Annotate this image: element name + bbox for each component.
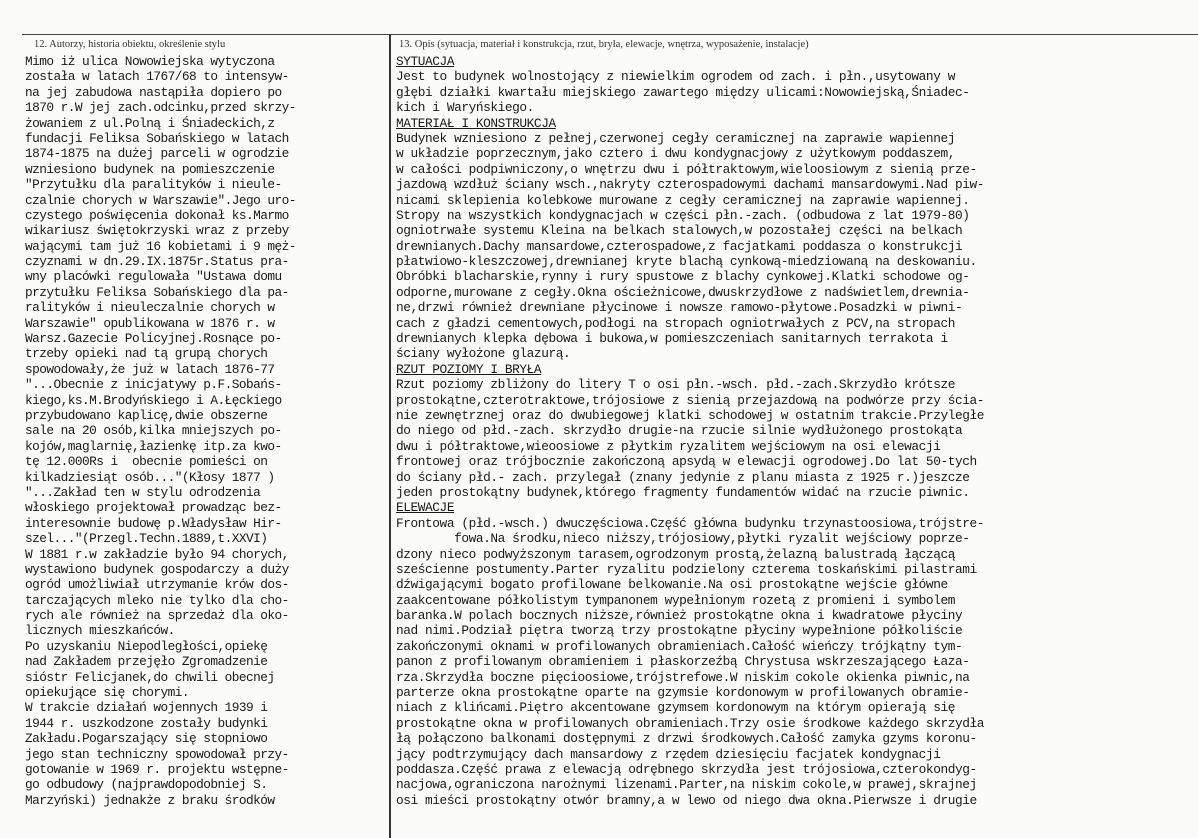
history-text-line: czyznami w dn.29.IX.1875r.Status pra- (25, 254, 289, 270)
description-text-line: zaakcentowane półkolistym tympanonem wypełnionym rozetą z promieni i symbolem (396, 592, 955, 608)
section-heading: MATERIAŁ I KONSTRUKCJA (396, 115, 556, 131)
history-text-line: gotowanie w 1969 r. projektu wstępne- (25, 761, 289, 777)
description-text-line: parterze okna prostokątne oparte na gzymsie kordonowym w profilowanych obramie- (396, 685, 970, 701)
history-text-line: 1944 r. uszkodzone zostały budynki (25, 715, 268, 731)
description-text-line: Obróbki blacharskie,rynny i rury spustowe z blachy cynkowej.Klatki schodowe og- (396, 269, 970, 285)
description-text-line: osi mieści prostokątny otwór bramny,a w lewo od niego dwa okna.Pierwsze i drugie (396, 792, 977, 808)
description-text-line: panon z profilowanym obramieniem i płaskorzeźbą Chrystusa wskrzeszającego Łaza- (396, 654, 970, 670)
description-text-line: drewnianych.Dachy mansardowe,czterospadowe,z facjatkami poddasza o konstrukcji (396, 238, 963, 254)
description-text-line: jazdową wzdłuż ściany wsch.,nakryty czterospadowymi dachami mansardowymi.Nad piw- (396, 177, 985, 193)
description-text-line: poddasza.Część prawa z elewacją odrębnego skrzydła jest trójosiowa,czterokondyg- (396, 761, 977, 777)
history-text-line: trzeby opieki nad tą grupą chorych (25, 346, 268, 362)
history-text-line: Mimo iż ulica Nowowiejska wytyczona (25, 54, 275, 69)
section-heading: ELEWACJE (396, 500, 455, 516)
description-text-line: nie zewnętrznej oraz do dwubiegowej klatki schodowej w ostatnim trakcie.Przyległe (396, 407, 985, 423)
history-text-line: wystawiono budynek gospodarczy a duży (25, 561, 289, 577)
description-text-line: do niego od płd.-zach. skrzydło drugie-na rzucie silnie wydłużonego prostokąta (396, 423, 963, 439)
description-text-line: ogniotrwałe systemu Kleina na belkach stalowych,w pozostałej części na belkach (396, 223, 963, 239)
field-12-title: 12. Autorzy, historia obiektu, określenie stylu (34, 39, 226, 50)
description-text-line: baranka.W polach bocznych niższe,również prostokątne okna i kwadratowe płyciny (396, 608, 963, 624)
description-text-line: frontowej oraz trójbocznie zakończoną apsydą w elewacji ogrodowej.Do lat 50-tych (396, 454, 977, 470)
history-text-line: wikariusz świętokrzyski wraz z przeby (25, 223, 289, 239)
description-text-line: kich i Waryńskiego. (396, 100, 534, 116)
history-text-line: rych ale również na sprzedaż dla oko- (25, 608, 289, 624)
history-text-line: Marzyński) jednakże z braku środków (25, 792, 275, 808)
history-text-line: kojów,maglarnię,łazienkę itp.za kwo- (25, 438, 282, 454)
history-text-line: kilkadziesiąt osób..."(Kłosy 1877 ) (25, 469, 275, 485)
history-text-line: 1874-1875 na dużej parceli w ogrodzie (25, 146, 289, 162)
description-text-line: w całości podpiwniczony,o wnętrzu dwu i półtraktowym,wieloosiowym z sienią prze- (396, 161, 977, 177)
description-text-line: cach z gładzi cementowych,podłogi na stropach ogniotrwałych z PCV,na stropach (396, 315, 955, 331)
history-text-line: go odbudowy (najprawdopodobniej S. (25, 777, 268, 793)
history-text-line: licznych mieszkańców. (25, 623, 175, 639)
description-text-line: Frontowa (płd.-wsch.) dwuczęściowa.Część główna budynku trzynastoosiowa,trójstre- (396, 515, 985, 531)
history-text-line: tarczających mleko nie tylko dla cho- (25, 592, 289, 608)
description-text-line: rza.Skrzydła boczne pięcioosiowe,trójstrefowe.W niskim cokole okienka piwnic,na (396, 669, 970, 685)
description-text-line: odporne,murowane z cegły.Okna ościeżnicowe,dwuskrzydłowe z nadświetlem,drewnia- (396, 284, 970, 300)
description-text-line: nad nimi.Podział piętra tworzą trzy prostokątne płyciny wypełnione półkoliście (396, 623, 963, 639)
description-text-line: prostokątne okna w profilowanych obramieniach.Trzy osie środkowe każdego skrzydła (396, 715, 985, 731)
description-text-line: nicami sklepienia kolebkowe murowane z cegły ceramicznej na zaprawie wapiennej. (396, 192, 970, 208)
history-text-line: żowaniem z ul.Polną i Śniadeckich,z (25, 115, 275, 131)
description-text-line: drewnianych klepka dębowa i bukowa,w pomieszczeniach sanitarnych terrakota i (396, 331, 948, 347)
description-text-line: Rzut poziomy zbliżony do litery T o osi płn.-wsch. płd.-zach.Skrzydło krótsze (396, 377, 955, 393)
description-text-line: ściany wyłożone glazurą. (396, 346, 571, 362)
description-text-line: dzony nieco podwyższonym tarasem,ogrodzonym prostą,żelazną balustradą łączącą (396, 546, 955, 562)
history-text-line: "Przytułku dla paralityków i nieule- (25, 177, 282, 193)
history-text-line: została w latach 1767/68 to intensyw- (25, 69, 289, 85)
history-text-line: wzniesiono budynek na pomieszczenie (25, 161, 275, 177)
form-top-border (22, 34, 1198, 35)
history-text-line: przytułku Feliksa Sobańskiego dla pa- (25, 284, 289, 300)
history-text-line: opiekujące się chorymi. (25, 685, 189, 701)
history-text-line: przybudowano kaplicę,dwie obszerne (25, 407, 268, 423)
history-text-line: włoskiego projektował prowadząc bez- (25, 500, 282, 516)
history-text-line: tę 12.000Rs i obecnie pomieści on (25, 454, 268, 470)
description-text-line: prostokątne,czterotraktowe,trójosiowe z sienią przejazdową na podwórze przy ścia- (396, 392, 985, 408)
description-text-line: głębi działki kwartału miejskiego zawartego między ulicami:Nowowiejską,Śniadec- (396, 84, 970, 100)
history-text-line: spowodowały,że już w latach 1876-77 (25, 361, 275, 377)
description-text-line: zakończonymi oknami w profilowanych obramieniach.Całość wieńczy trójkątny tym- (396, 638, 963, 654)
history-text-line: jego stan techniczny spowodował przy- (25, 746, 289, 762)
description-text-line: w układzie poprzecznym,jako cztero i dwu kondygnacjowy z użytkowym poddaszem, (396, 146, 955, 162)
history-text-line: fundacji Feliksa Sobańskiego w latach (25, 130, 289, 146)
section-heading: SYTUACJA (396, 54, 455, 69)
history-text-line: czystego poświęcenia dokonał ks.Marmo (25, 207, 289, 223)
description-text-line: dwu i półtraktowe,wieoosiowe z płytkim ryzalitem wejściowym na osi elewacji (396, 438, 941, 454)
history-text-line: "...Zakład ten w stylu odrodzenia (25, 484, 261, 500)
history-text-line: ogród umożliwiał utrzymanie krów dos- (25, 577, 289, 593)
history-text-line: na jej zabudowa nastąpiła dopiero po (25, 84, 282, 100)
description-text-line: jący podtrzymujący dach mansardowy z rzędem dziesięciu facjatek kondygnacji (396, 746, 941, 762)
section-heading: RZUT POZIOMY I BRYŁA (396, 361, 542, 377)
history-text-line: kiego,ks.M.Brodyńskiego i A.Łęckiego (25, 392, 282, 408)
description-text-line: płatwiowo-kleszczowej,drewnianej kryte blachą cynkową-miedziowaną na deskowaniu. (396, 254, 977, 270)
history-text-line: Warszawie" opublikowana w 1876 r. w (25, 315, 275, 331)
history-text-line: sale na 20 osób,kilka mniejszych po- (25, 423, 282, 439)
description-text-line: Budynek wzniesiono z pełnej,czerwonej cegły ceramicznej na zaprawie wapiennej (396, 130, 955, 146)
field-13-title: 13. Opis (sytuacja, materiał i konstrukcja, rzut, bryła, elewacje, wnętrza, wyposażenie, instalacje) (399, 39, 809, 50)
description-text-line: ne,drzwi również drewniane płycinowe i nowsze ramowo-płytowe.Posadzki w piwni- (396, 300, 963, 316)
history-text-column (25, 54, 387, 808)
history-text-line: wny placówki regulowała "Ustawa domu (25, 269, 282, 285)
description-text-line: fowa.Na środku,nieco niższy,trójosiowy,płytki ryzalit wejściowy poprze- (396, 531, 970, 547)
description-text-line: Stropy na wszystkich kondygnacjach w części płn.-zach. (odbudowa z lat 1979-80) (396, 207, 970, 223)
history-text-line: Warsz.Gazecie Policyjnej.Rosnące po- (25, 331, 282, 347)
description-text-line: łą połączono balkonami dostępnymi z drzwi środkowych.Całość zamyka gzyms koronu- (396, 731, 977, 747)
history-text-line: nad Zakładem przejęło Zgromadzenie (25, 654, 268, 670)
column-divider (389, 34, 391, 838)
history-text-line: 1870 r.W jej zach.odcinku,przed skrzy- (25, 100, 296, 116)
history-text-line: czalnie chorych w Warszawie".Jego uro- (25, 192, 296, 208)
history-text-line: Po uzyskaniu Niepodległości,opiekę (25, 638, 268, 654)
description-text-line: nacjowa,ograniczona narożnymi lizenami.Parter,na niskim cokole,w prawej,skrajnej (396, 777, 977, 793)
description-text-column (396, 54, 1198, 808)
history-text-line: W 1881 r.w zakładzie było 94 chorych, (25, 546, 289, 562)
description-text-line: niach z klińcami.Piętro akcentowane gzymsem kordonowym na którym opierają się (396, 700, 955, 716)
description-text-line: jeden prostokątny budynek,którego fragmenty fundamentów widać na rzucie piwnic. (396, 484, 970, 500)
history-text-line: ralityków i nieuleczalnie chorych w (25, 300, 275, 316)
description-text-line: dźwigającymi bogato profilowane belkowanie.Na osi prostokątne wejście główne (396, 577, 948, 593)
history-text-line: sióstr Felicjanek,do chwili obecnej (25, 669, 275, 685)
description-text-line: sześcienne postumenty.Parter ryzalitu podzielony czterema toskańskimi pilastrami (396, 561, 977, 577)
history-text-line: szel..."(Przegl.Techn.1889,t.XXVI) (25, 531, 268, 547)
description-text-line: do ściany płd.- zach. przylegał (znany jedynie z planu miasta z 1925 r.)jeszcze (396, 469, 970, 485)
history-text-line: "...Obecnie z inicjatywy p.F.Sobańs- (25, 377, 282, 393)
history-text-line: interesownie budowę p.Władysław Hir- (25, 515, 282, 531)
history-text-line: Zakładu.Pogarszający się stopniowo (25, 731, 268, 747)
history-text-line: wającymi tam już 16 kobietami i 9 męż- (25, 238, 296, 254)
history-text-line: W trakcie działań wojennych 1939 i (25, 700, 268, 716)
description-text-line: Jest to budynek wolnostojący z niewielkim ogrodem od zach. i płn.,usytowany w (396, 69, 955, 85)
